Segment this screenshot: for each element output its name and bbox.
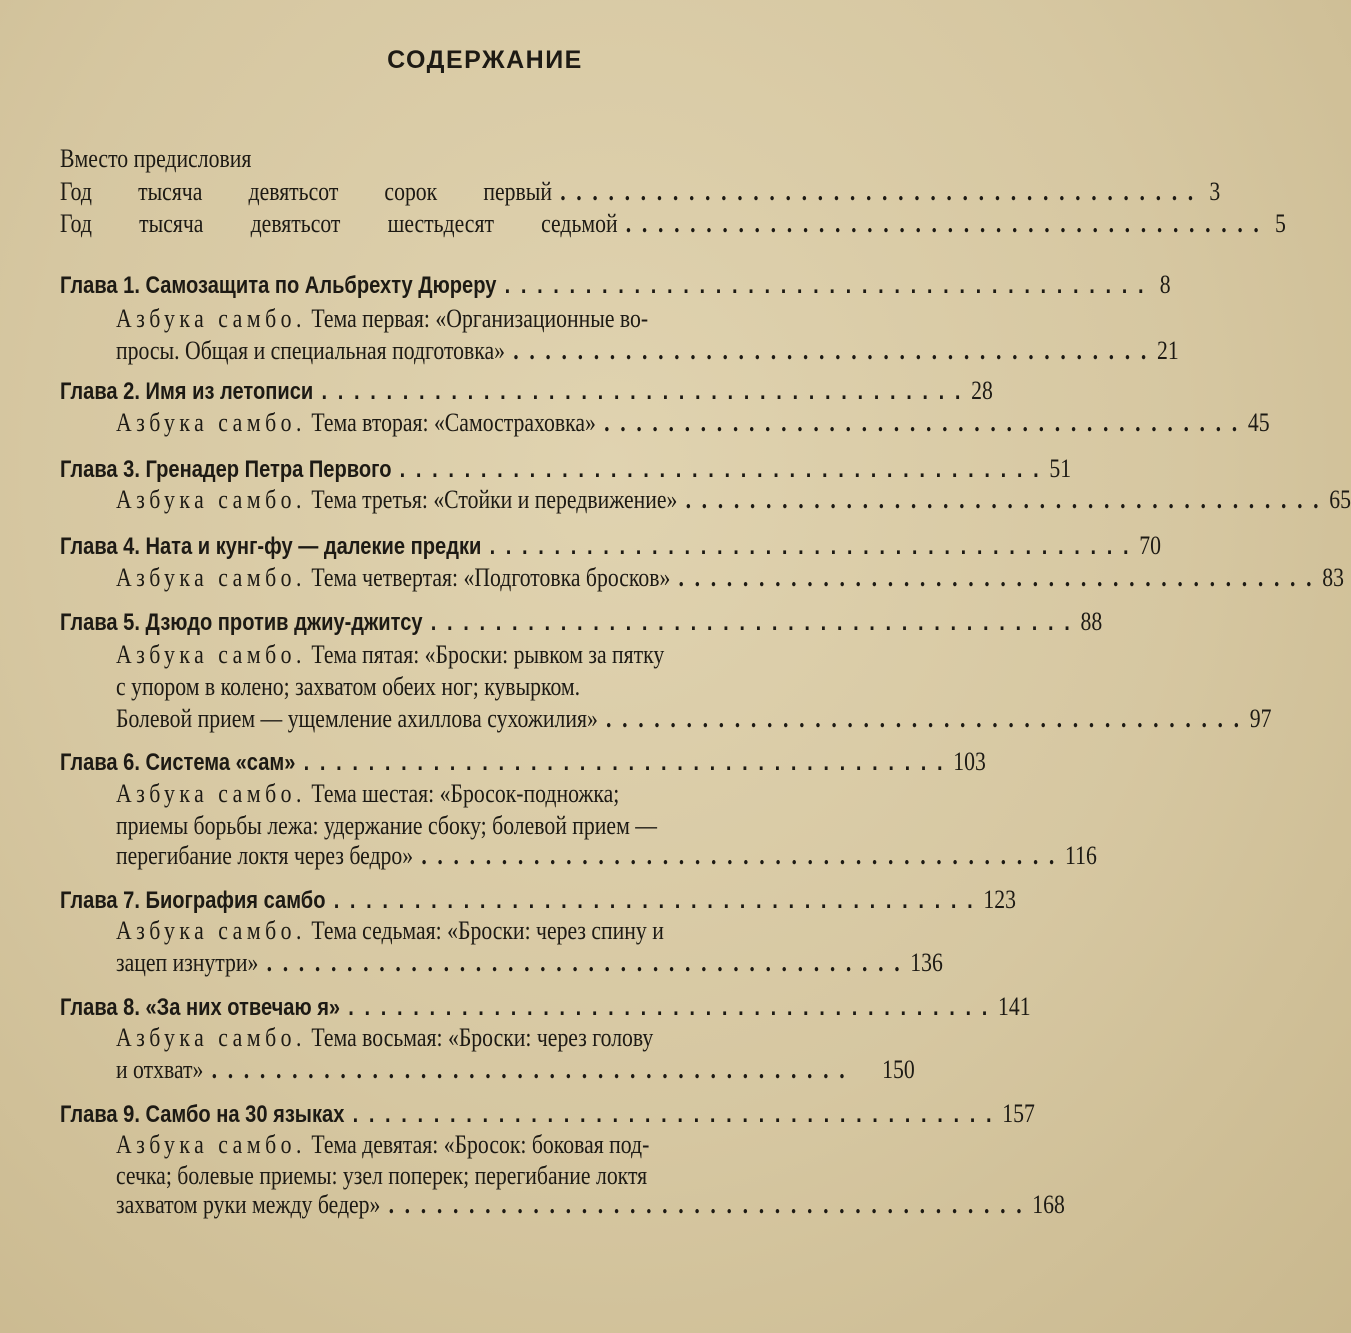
page-number: 65 [1329, 484, 1351, 514]
chapter-7-entry: Глава 7. Биография самбо ........................................ 123 [60, 883, 915, 915]
leader-dots: ........................................ [606, 703, 1250, 733]
chapter-3-entry: Глава 3. Гренадер Петра Первого ........................................ 51 [60, 452, 915, 484]
chapter-2-sub: Азбука самбо. Тема вторая: «Самостраховка» ........................................ 45 [116, 407, 1270, 437]
chapter-8-sub: Азбука самбо. Тема восьмая: «Броски: через голову [116, 1022, 654, 1052]
page-number: 51 [1049, 453, 1072, 483]
page-number: 168 [1032, 1189, 1065, 1219]
chapter-9-sub: Азбука самбо. Тема девятая: «Бросок: боковая под- [116, 1129, 650, 1159]
page-number: 3 [1209, 176, 1221, 206]
chapter-4-sub: Азбука самбо. Тема четвертая: «Подготовка бросков» ........................................ 83 [116, 562, 1344, 592]
leader-dots: ........................................ [348, 994, 998, 1021]
page-title: СОДЕРЖАНИЕ [387, 46, 583, 74]
page-number: 28 [971, 375, 993, 405]
leader-dots: ........................................ [399, 456, 1050, 483]
page-number: 21 [1156, 335, 1179, 365]
leader-dots: ........................................ [604, 407, 1248, 437]
chapter-6-entry: Глава 6. Система «сам» ........................................ 103 [60, 745, 915, 777]
page-number: 103 [953, 746, 986, 776]
leader-dots: ........................................ [513, 335, 1157, 365]
page-number: 8 [1159, 269, 1171, 299]
page-number: 83 [1322, 562, 1344, 592]
leader-dots: ........................................ [430, 609, 1081, 636]
chapter-4-entry: Глава 4. Ната и кунг-фу — далекие предки ........................................ 70 [60, 529, 915, 561]
page-number: 5 [1275, 208, 1286, 238]
toc-entry: Год тысяча девятьсот шестьдесят седьмой ........................................ 5 [60, 208, 1286, 238]
leader-dots: ........................................ [560, 176, 1204, 206]
page-number: 45 [1247, 407, 1270, 437]
leader-dots: ........................................ [211, 1054, 856, 1084]
chapter-5-sub: с упором в колено; захватом обеих ног; кувырком. [116, 671, 581, 701]
leader-dots: ........................................ [352, 1101, 1003, 1128]
page-number: 150 [882, 1054, 915, 1084]
chapter-3-sub: Азбука самбо. Тема третья: «Стойки и передвижение» ........................................ 65 [116, 484, 1351, 514]
leader-dots: ........................................ [504, 272, 1155, 299]
leader-dots: ........................................ [333, 887, 984, 914]
chapter-6-sub: Азбука самбо. Тема шестая: «Бросок-подножка; [116, 778, 620, 808]
chapter-6-sub: перегибание локтя через бедро» ........................................ 116 [116, 840, 1097, 870]
chapter-9-entry: Глава 9. Самбо на 30 языках ........................................ 157 [60, 1097, 915, 1129]
leader-dots: ........................................ [321, 378, 972, 405]
chapter-7-sub: Азбука самбо. Тема седьмая: «Броски: через спину и [116, 915, 664, 945]
page-number: 70 [1139, 530, 1161, 560]
intro-heading: Вместо предисловия [60, 143, 252, 173]
chapter-7-sub: зацеп изнутри» ........................................ 136 [116, 947, 943, 977]
page-number: 141 [997, 991, 1031, 1021]
chapter-5-sub: Азбука самбо. Тема пятая: «Броски: рывком за пятку [116, 639, 665, 669]
chapter-8-entry: Глава 8. «За них отвечаю я» ........................................ 141 [60, 990, 915, 1022]
chapter-1-entry: Глава 1. Самозащита по Альбрехту Дюреру ........................................ 8 [60, 268, 915, 300]
page-number: 157 [1002, 1098, 1035, 1128]
toc-entry: Год тысяча девятьсот сорок первый ........................................ 3 [60, 176, 1221, 206]
page-number: 116 [1065, 840, 1097, 870]
chapter-9-sub: захватом руки между бедер» ........................................ 168 [116, 1189, 1065, 1219]
chapter-9-sub: сечка; болевые приемы: узел поперек; перегибание локтя [116, 1160, 648, 1190]
chapter-1-sub: просы. Общая и специальная подготовка» ........................................ 21 [116, 335, 1179, 365]
chapter-2-entry: Глава 2. Имя из летописи ........................................ 28 [60, 374, 915, 406]
chapter-8-sub: и отхват» ........................................ 150 [116, 1054, 915, 1084]
page-number: 123 [983, 884, 1016, 914]
leader-dots: ........................................ [685, 484, 1330, 514]
leader-dots: ........................................ [489, 533, 1140, 560]
leader-dots: ........................................ [678, 562, 1323, 592]
chapter-5-sub: Болевой прием — ущемление ахиллова сухожилия» ........................................ 97 [116, 703, 1272, 733]
page-number: 136 [910, 947, 943, 977]
chapter-5-entry: Глава 5. Дзюдо против джиу-джитсу ........................................ 88 [60, 605, 915, 637]
leader-dots: ........................................ [625, 208, 1270, 238]
page-number: 88 [1080, 606, 1103, 636]
leader-dots: ........................................ [421, 840, 1066, 870]
chapter-1-sub: Азбука самбо. Тема первая: «Организационные во- [116, 303, 649, 333]
leader-dots: ........................................ [388, 1189, 1033, 1219]
chapter-6-sub: приемы борьбы лежа: удержание сбоку; болевой прием — [116, 810, 657, 840]
leader-dots: ........................................ [303, 749, 954, 776]
page-number: 97 [1249, 703, 1272, 733]
leader-dots: ........................................ [266, 947, 911, 977]
